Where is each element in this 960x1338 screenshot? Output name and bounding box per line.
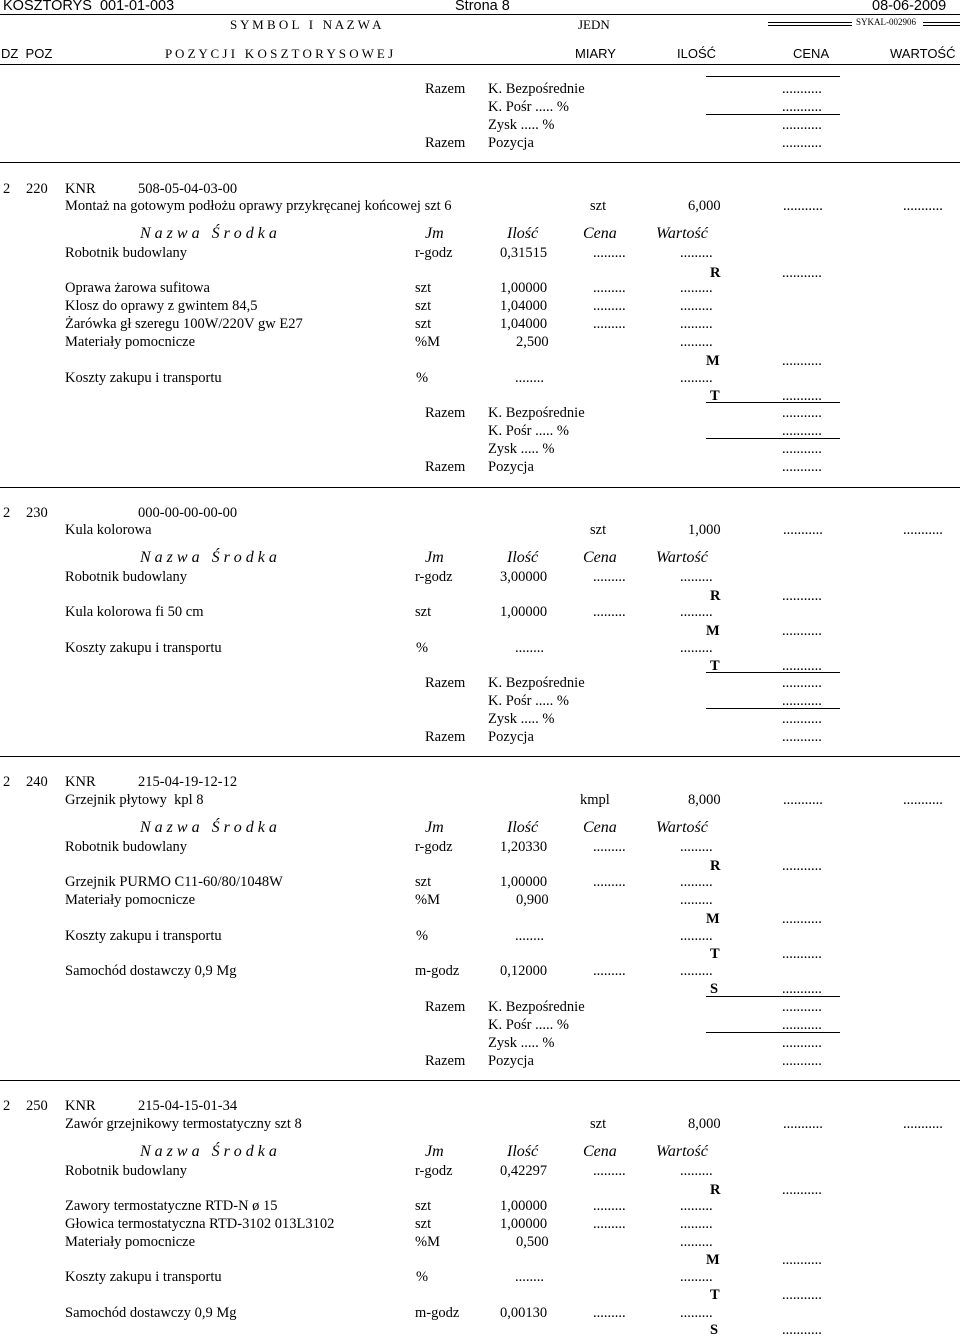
row-jm: %M: [415, 334, 440, 350]
item-poz: 250: [26, 1098, 48, 1114]
row-ilosc: 1,04000: [500, 298, 548, 314]
r-label: R: [710, 265, 721, 281]
row-ilosc: 3,00000: [500, 569, 548, 585]
item-dz: 2: [3, 1098, 11, 1114]
row-ilosc: 0,900: [516, 892, 549, 908]
zysk-label: Zysk ..... %: [488, 117, 555, 133]
row-jm: szt: [415, 280, 432, 296]
row-ilosc: 1,20330: [500, 839, 548, 855]
col-jm: Jm: [425, 225, 444, 242]
row-jm: szt: [415, 604, 432, 620]
row-jm: %M: [415, 1234, 440, 1250]
row-ilosc: 1,00000: [500, 1198, 548, 1214]
item-qty: 1,000: [688, 522, 721, 538]
item-desc: Montaż na gotowym podłożu oprawy przykręcanej końcowej szt 6: [65, 198, 452, 214]
row-ilosc: 1,00000: [500, 604, 548, 620]
row-ilosc: 1,00000: [500, 280, 548, 296]
koszty-label: Koszty zakupu i transportu: [65, 370, 222, 386]
item-poz: 230: [26, 505, 48, 521]
col-dz-poz: DZ POZ: [1, 46, 53, 61]
row-ilosc: 1,04000: [500, 316, 548, 332]
row-jm: szt: [415, 1216, 432, 1232]
row-jm: r-godz: [415, 569, 453, 585]
row-name: Oprawa żarowa sufitowa: [65, 280, 210, 296]
col-wartosc-it: Wartość: [656, 225, 708, 242]
row-ilosc: 1,00000: [500, 874, 548, 890]
item-qty: 8,000: [688, 792, 721, 808]
m-label: M: [706, 353, 720, 369]
row-name: Robotnik budowlany: [65, 839, 188, 855]
item-dz: 2: [3, 505, 11, 521]
s-label: S: [710, 981, 719, 997]
row-jm: r-godz: [415, 1163, 453, 1179]
row-name: Materiały pomocnicze: [65, 892, 196, 908]
row-jm: r-godz: [415, 839, 453, 855]
item-dz: 2: [3, 181, 11, 197]
row-name: Samochód dostawczy 0,9 Mg: [65, 1305, 237, 1321]
page-number: Strona 8: [455, 0, 510, 14]
razem-label: Razem: [425, 81, 466, 97]
row-jm: %M: [415, 892, 440, 908]
row-name: Głowica termostatyczna RTD-3102 013L3102: [65, 1216, 335, 1232]
item-base: KNR: [65, 181, 96, 197]
item-poz: 240: [26, 774, 48, 790]
col-miary: MIARY: [575, 46, 616, 61]
item-qty: 8,000: [688, 1116, 721, 1132]
item-dz: 2: [3, 774, 11, 790]
razem-label: Razem: [425, 135, 466, 151]
t-label: T: [710, 388, 720, 404]
doc-code: SYKAL-002906: [856, 17, 916, 27]
row-jm: r-godz: [415, 245, 453, 261]
item-code: 215-04-19-12-12: [138, 774, 238, 790]
col-pozycji: P O Z Y C J I K O S Z T O R Y S O W E J: [165, 46, 394, 61]
item-poz: 220: [26, 181, 48, 197]
item-desc: Grzejnik płytowy kpl 8: [65, 792, 204, 808]
row-name: Zawory termostatyczne RTD-N ø 15: [65, 1198, 278, 1214]
col-jedn: JEDN: [578, 17, 610, 32]
col-ilosc-it: Ilość: [507, 225, 539, 242]
row-name: Materiały pomocnicze: [65, 1234, 196, 1250]
doc-date: 08-06-2009: [872, 0, 947, 14]
item-desc: Kula kolorowa: [65, 522, 152, 538]
item-unit: szt: [590, 1116, 607, 1132]
pozycja-label: Pozycja: [488, 135, 534, 151]
row-jm: szt: [415, 874, 432, 890]
row-ilosc: 0,42297: [500, 1163, 548, 1179]
row-jm: m-godz: [415, 963, 460, 979]
row-ilosc: 0,500: [516, 1234, 549, 1250]
col-wartosc: WARTOŚĆ: [890, 46, 956, 61]
item-base: KNR: [65, 774, 96, 790]
col-ilosc: ILOŚĆ: [677, 46, 717, 61]
item-code: 508-05-04-03-00: [138, 181, 238, 197]
row-jm: szt: [415, 1198, 432, 1214]
item-code: 000-00-00-00-00: [138, 505, 238, 521]
col-nazwa-srodka: N a z w a Ś r o d k a: [140, 225, 277, 242]
row-name: Samochód dostawczy 0,9 Mg: [65, 963, 237, 979]
row-name: Klosz do oprawy z gwintem 84,5: [65, 298, 258, 314]
item-unit: szt: [590, 198, 607, 214]
row-name: Materiały pomocnicze: [65, 334, 196, 350]
row-name: Kula kolorowa fi 50 cm: [65, 604, 204, 620]
col-cena-it: Cena: [583, 225, 617, 242]
doc-title: KOSZTORYS 001-01-003: [3, 0, 175, 14]
row-ilosc: 2,500: [516, 334, 549, 350]
item-unit: kmpl: [580, 792, 610, 808]
row-name: Robotnik budowlany: [65, 1163, 188, 1179]
k-bezp-label: K. Bezpośrednie: [488, 81, 585, 97]
row-ilosc: 0,00130: [500, 1305, 548, 1321]
k-posr-label: K. Pośr ..... %: [488, 99, 569, 115]
row-ilosc: 0,31515: [500, 245, 548, 261]
symbol-title: S Y M B O L I N A Z W A: [230, 17, 382, 32]
item-unit: szt: [590, 522, 607, 538]
row-jm: szt: [415, 316, 432, 332]
row-name: Robotnik budowlany: [65, 245, 188, 261]
row-name: Grzejnik PURMO C11-60/80/1048W: [65, 874, 283, 890]
col-cena: CENA: [793, 46, 830, 61]
item-base: KNR: [65, 1098, 96, 1114]
row-jm: m-godz: [415, 1305, 460, 1321]
row-name: Robotnik budowlany: [65, 569, 188, 585]
item-code: 215-04-15-01-34: [138, 1098, 238, 1114]
row-jm: szt: [415, 298, 432, 314]
row-ilosc: 1,00000: [500, 1216, 548, 1232]
row-name: Żarówka gł szeregu 100W/220V gw E27: [65, 316, 303, 332]
row-ilosc: 0,12000: [500, 963, 548, 979]
item-desc: Zawór grzejnikowy termostatyczny szt 8: [65, 1116, 302, 1132]
item-qty: 6,000: [688, 198, 721, 214]
